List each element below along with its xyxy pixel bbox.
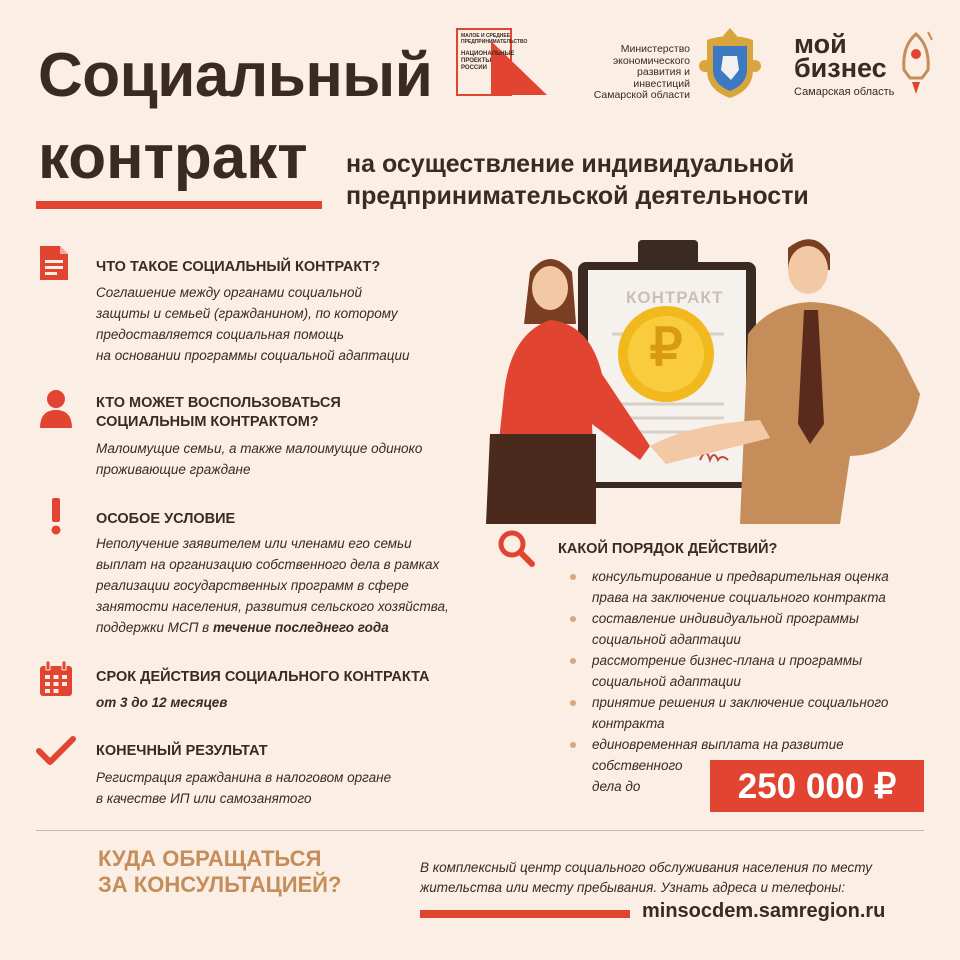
moi-biznes-logo: мой бизнес Самарская область [794,29,895,98]
condition-text: Неполучение заявителем или членами его семьи выплат на организацию собственного дела в рамках реализации государственных программ в сфере занятости населения, развития сельского хозяйства, поддержки МСП в течение последнего года [96,536,449,635]
person-icon [38,388,74,428]
list-item: рассмотрение бизнес-плана и программы социальной адаптации [566,650,916,692]
np-label-1: НАЦИОНАЛЬНЫЕ [461,51,515,57]
document-icon [38,244,74,284]
list-item: составление индивидуальной программы социальной адаптации [566,608,916,650]
who-text: Малоимущие семьи, а также малоимущие одиноко проживающие граждане [96,441,423,477]
list-item: консультирование и предварительная оценка права на заключение социального контракта [566,566,916,608]
result-heading: КОНЕЧНЫЙ РЕЗУЛЬТАТ [96,743,268,759]
what-heading: ЧТО ТАКОЕ СОЦИАЛЬНЫЙ КОНТРАКТ? [96,259,381,275]
national-projects-logo [455,27,547,97]
magnifier-icon [496,528,532,568]
calendar-icon [38,660,74,700]
result-text: Регистрация гражданина в налоговом органе в качестве ИП или самозанятого [96,770,392,806]
contact-heading: КУДА ОБРАЩАТЬСЯ ЗА КОНСУЛЬТАЦИЕЙ? [98,846,342,897]
contact-text: В комплексный центр социального обслуживания населения по месту жительства или месту пребывания. Узнать адреса и телефоны: [420,860,872,895]
who-heading: КТО МОЖЕТ ВОСПОЛЬЗОВАТЬСЯ СОЦИАЛЬНЫМ КОНТРАКТОМ? [96,395,341,430]
condition-heading: ОСОБОЕ УСЛОВИЕ [96,511,236,527]
ruble-coin-symbol: ₽ [649,319,683,377]
rocket-icon [896,28,936,100]
np-label-3: РОССИИ [461,65,487,71]
condition-emphasis: течение последнего года [212,620,389,635]
max-payment-amount: 250 000 ₽ [710,760,924,812]
exclamation-icon [38,496,74,536]
footer-divider [36,830,924,831]
np-label-2: ПРОЕКТЫ [461,58,492,64]
samara-emblem-icon [697,26,763,102]
ministry-name: Министерство экономического развития и инвестиций Самарской области [593,43,690,101]
handshake-illustration [470,224,940,524]
illustration-graphic [470,224,940,524]
page-subtitle: на осуществление индивидуальной предпринимательской деятельности [346,150,809,210]
term-value: от 3 до 12 месяцев [96,695,228,710]
page-title-line-1: Социальный [38,41,433,110]
bullet-dot [570,616,576,622]
bullet-dot [570,742,576,748]
website-link[interactable]: minsocdem.samregion.ru [642,900,886,922]
bullet-dot [570,574,576,580]
checkmark-icon [36,736,72,776]
title-underline [36,201,322,209]
list-item: принятие решения и заключение социального контракта [566,692,916,734]
list-item: единовременная выплата на развитие собственного дела до [566,734,916,797]
bullet-dot [570,658,576,664]
order-heading: КАКОЙ ПОРЯДОК ДЕЙСТВИЙ? [558,541,778,557]
bullet-dot [570,700,576,706]
np-small-label: МАЛОЕ И СРЕДНЕЕ ПРЕДПРИНИМАТЕЛЬСТВО [461,33,528,45]
what-text: Соглашение между органами социальной защиты и семьей (гражданином), по которому предоставляется социальная помощь на основании программы социальной адаптации [96,285,410,363]
contract-label: КОНТРАКТ [626,288,724,307]
term-heading: СРОК ДЕЙСТВИЯ СОЦИАЛЬНОГО КОНТРАКТА [96,669,430,685]
url-underline [420,910,630,918]
page-title-line-2: контракт [38,123,308,192]
